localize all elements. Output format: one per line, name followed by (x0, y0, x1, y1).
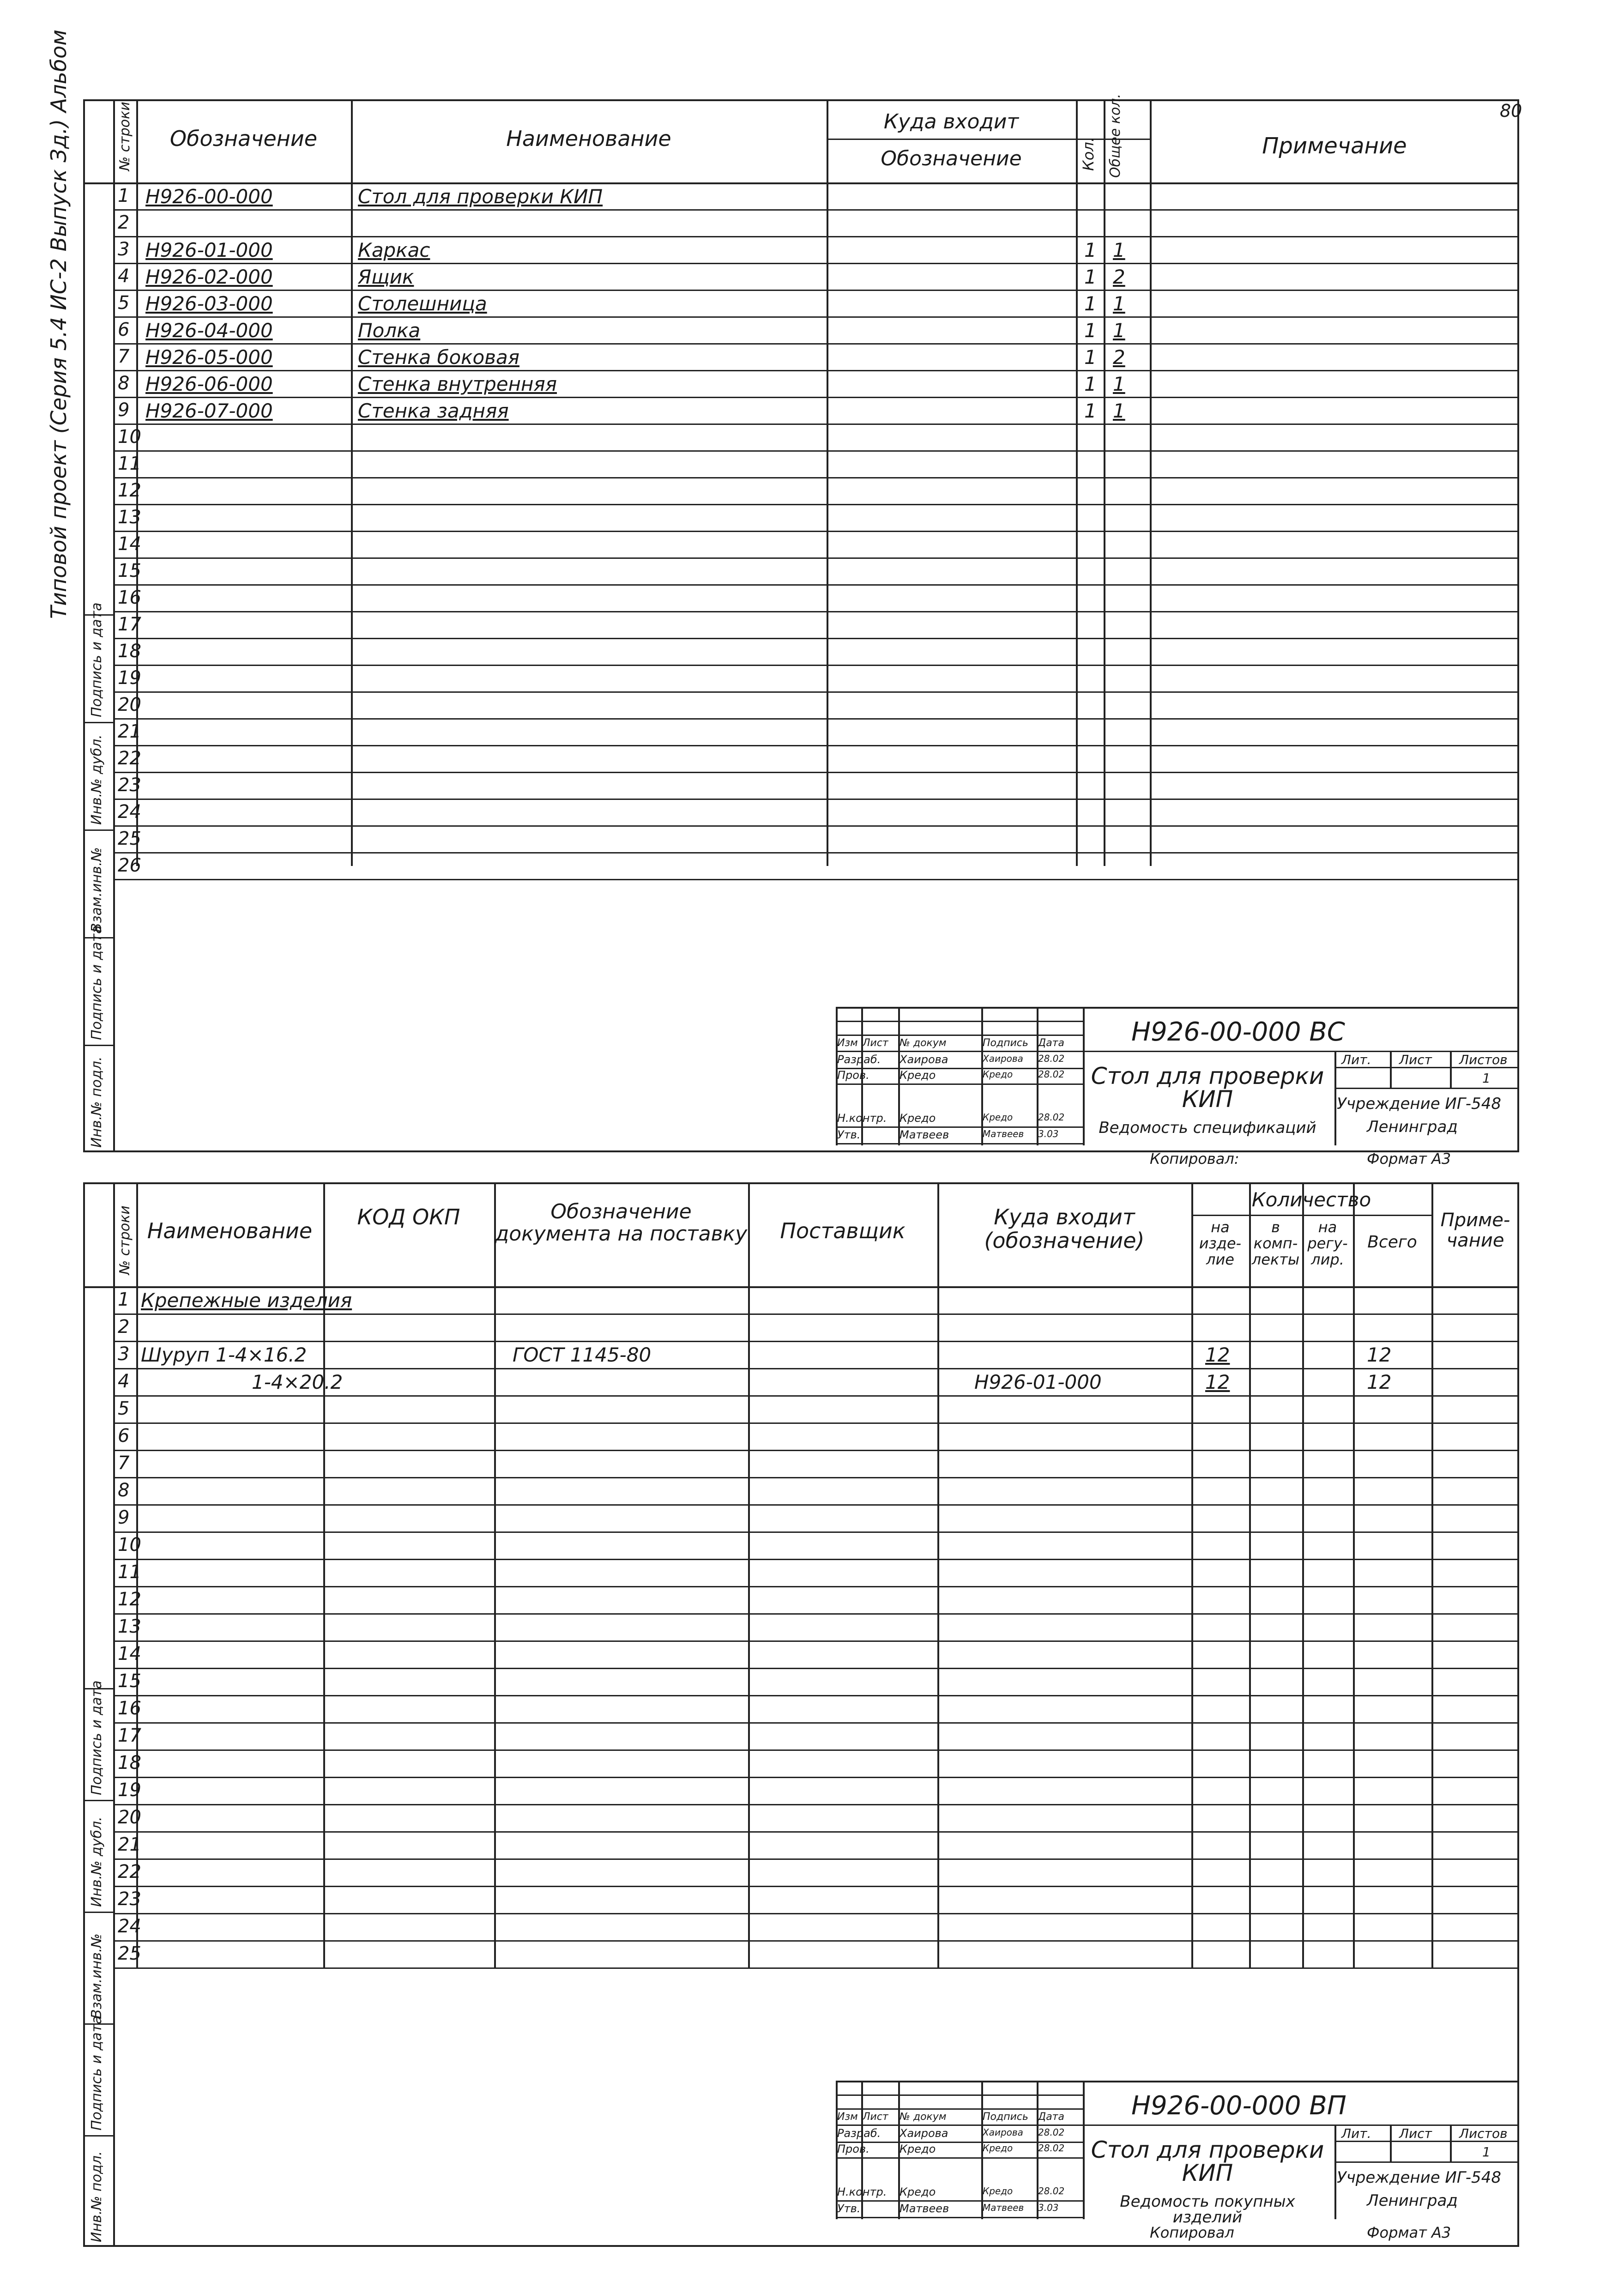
stamp-row-rule (836, 1021, 1083, 1022)
stamp-code-rule (1083, 1051, 1519, 1052)
row-name: Ящик (358, 266, 414, 288)
row-designation: Н926-02-000 (145, 266, 273, 288)
row-number: 4 (118, 1371, 130, 1392)
side-stamp-label: Подпись и дата (89, 602, 105, 717)
row-qty: 1 (1084, 399, 1097, 422)
table-row-rule (113, 1831, 1519, 1833)
stamp-row-rule (836, 2094, 1083, 2096)
stamp-person: Кредо (900, 2185, 936, 2198)
row-designation: Н926-05-000 (145, 346, 273, 369)
row-name: Стол для проверки КИП (358, 185, 603, 208)
stamp-date: 28.02 (1038, 1053, 1065, 1064)
header-where-designation: Обозначение (881, 147, 1022, 170)
stamp-info-rule (1334, 1088, 1519, 1089)
column-rule (1353, 1182, 1355, 1967)
header-name: Наименование (147, 1218, 313, 1243)
row-number: 16 (118, 1698, 141, 1719)
row-where-used: Н926-01-000 (974, 1371, 1102, 1393)
header-total-qty: Общее кол. (1107, 93, 1123, 178)
row-number: 23 (118, 1888, 141, 1910)
table-row-rule (113, 477, 1519, 478)
stamp-column-header: № докум (900, 1037, 947, 1049)
side-stamp-rule (83, 722, 115, 723)
row-total-qty: 1 (1113, 239, 1125, 261)
row-qty: 1 (1084, 239, 1097, 261)
table-row-rule (113, 370, 1519, 371)
table-row-rule (113, 1940, 1519, 1942)
table-row-rule (113, 1450, 1519, 1451)
row-number: 13 (118, 1616, 141, 1637)
row-number: 2 (118, 1316, 130, 1338)
row-qty: 1 (1084, 319, 1097, 342)
row-number: 14 (118, 533, 141, 555)
table-row-rule (113, 424, 1519, 425)
stamp-info-rule (1334, 2125, 1336, 2219)
table-row-rule (113, 1722, 1519, 1724)
page-number: 80 (1500, 101, 1522, 121)
table-row-rule (113, 1695, 1519, 1696)
stamp-row-rule (836, 1083, 1083, 1085)
stamp-code-rule (1083, 2125, 1519, 2126)
row-number: 8 (118, 373, 130, 394)
row-number: 14 (118, 1643, 141, 1665)
row-number: 19 (118, 667, 141, 689)
column-rule (1249, 1182, 1251, 1967)
stamp-row-rule (836, 2157, 1083, 2159)
stamp-date: 28.02 (1038, 2143, 1065, 2154)
table-row-rule (113, 1858, 1519, 1860)
row-qty: 1 (1084, 346, 1097, 369)
row-number: 10 (118, 426, 141, 448)
row-qty: 1 (1084, 292, 1097, 315)
row-number: 17 (118, 614, 141, 635)
row-number: 22 (118, 1861, 141, 1882)
side-stamp-label: Инв.№ дубл. (89, 734, 105, 825)
table-row-rule (113, 1531, 1519, 1533)
table-row-rule (113, 1668, 1519, 1669)
row-total: 12 (1367, 1344, 1392, 1366)
table-row-rule (113, 772, 1519, 773)
table-row-rule (113, 236, 1519, 237)
side-stamp-label: Взам.инв.№ (89, 1933, 105, 2019)
stamp-column-header: Изм (837, 2111, 858, 2123)
table-row-rule (113, 745, 1519, 746)
side-stamp-label: Инв.№ подл. (89, 2151, 105, 2242)
header-per-adjustment: на регу-лир. (1307, 1218, 1348, 1269)
stamp-top-rule (836, 2081, 1519, 2082)
row-number: 3 (118, 1344, 130, 1365)
row-number: 13 (118, 507, 141, 528)
stamp-signature: Матвеев (983, 1128, 1024, 1139)
table-row-rule (113, 1313, 1519, 1315)
row-total: 12 (1367, 1371, 1392, 1393)
stamp-lit-header: Лит. (1341, 2126, 1371, 2141)
row-designation: Н926-04-000 (145, 319, 273, 342)
stamp-sheets-header: Листов (1459, 1052, 1508, 1067)
row-number: 1 (118, 1289, 130, 1310)
table-row-rule (113, 665, 1519, 666)
side-stamp-rule (83, 829, 115, 831)
city: Ленинград (1367, 2191, 1458, 2210)
table-row-rule (113, 263, 1519, 264)
stamp-sheet-header: Лист (1399, 2126, 1432, 2141)
row-number: 2 (118, 212, 130, 233)
table-row-rule (113, 1477, 1519, 1478)
stamp-sheets-header: Листов (1459, 2126, 1508, 2141)
row-name: Столешница (358, 292, 487, 315)
table-row-rule (113, 825, 1519, 827)
document-code: Н926-00-000 ВС (1131, 1017, 1345, 1047)
row-number: 18 (118, 641, 141, 662)
row-number: 17 (118, 1725, 141, 1746)
stamp-column-header: Дата (1038, 1037, 1064, 1049)
document-type: Ведомость спецификаций (1099, 1119, 1316, 1137)
row-total-qty: 1 (1113, 319, 1125, 342)
table-row-rule (113, 290, 1519, 291)
table-row-rule (113, 1886, 1519, 1887)
column-rule (937, 1182, 939, 1967)
organization: Учреждение ИГ-548 (1337, 1095, 1501, 1113)
stamp-info-rule (1334, 2161, 1519, 2163)
stamp-info-rule (1390, 2125, 1392, 2161)
side-title: Типовой проект (Серия 5.4 ИС-2 Выпуск Зд.) Альбом (46, 29, 71, 619)
row-name: Стенка боковая (358, 346, 519, 369)
stamp-top-rule (836, 1007, 1519, 1009)
table-row-rule (113, 316, 1519, 318)
header-bottom-rule (83, 1286, 1519, 1288)
stamp-date: 3.03 (1038, 2202, 1059, 2213)
row-name: Стенка внутренняя (358, 373, 557, 395)
stamp-column-header: № докум (900, 2111, 947, 2123)
table-row-rule (113, 1640, 1519, 1642)
stamp-person: Кредо (900, 1112, 936, 1125)
column-rule (1104, 99, 1105, 866)
row-qty: 1 (1084, 373, 1097, 395)
column-rule (1302, 1182, 1304, 1967)
stamp-date: 28.02 (1038, 1112, 1065, 1123)
table-row-rule (113, 1967, 1519, 1969)
row-number: 25 (118, 1943, 141, 1964)
stamp-signature: Кредо (983, 2143, 1013, 2154)
stamp-lit-header: Лит. (1341, 1052, 1371, 1067)
table-row-rule (113, 1613, 1519, 1615)
row-number: 3 (118, 239, 130, 260)
table-row-rule (113, 1913, 1519, 1914)
city: Ленинград (1367, 1118, 1458, 1136)
stamp-info-rule (1390, 1051, 1392, 1088)
header-name: Наименование (506, 126, 671, 151)
row-number: 9 (118, 399, 130, 421)
row-name: Полка (358, 319, 421, 342)
organization: Учреждение ИГ-548 (1337, 2168, 1501, 2187)
table-row-rule (113, 1368, 1519, 1369)
table-row-rule (113, 1341, 1519, 1342)
row-number: 8 (118, 1480, 130, 1501)
row-number: 12 (118, 1589, 141, 1610)
side-stamp-label: Подпись и дата (89, 925, 105, 1040)
stamp-signature: Хаирова (983, 1053, 1023, 1064)
table-row-rule (113, 799, 1519, 800)
row-number: 11 (118, 1562, 141, 1583)
table-row-rule (113, 1504, 1519, 1506)
stamp-role: Разраб. (837, 1053, 881, 1066)
stamp-row-rule (836, 1126, 1083, 1128)
column-rule (1191, 1182, 1193, 1967)
table-row-rule (113, 638, 1519, 639)
stamp-row-rule (836, 1143, 1083, 1144)
copied-by-label: Копировал (1150, 2224, 1234, 2241)
document-title: Стол для проверки КИП (1091, 2137, 1324, 2186)
side-stamp-rule (83, 1045, 115, 1046)
table-row-rule (113, 531, 1519, 532)
document-type: Ведомость покупных изделий (1120, 2192, 1295, 2227)
row-number: 20 (118, 1807, 141, 1828)
stamp-role: Пров. (837, 1069, 869, 1082)
stamp-date: 28.02 (1038, 1069, 1065, 1080)
table-row-rule (113, 611, 1519, 612)
stamp-divider (1083, 2081, 1085, 2219)
column-rule (113, 1182, 115, 1967)
stamp-person: Матвеев (900, 2202, 949, 2215)
table-row-rule (113, 450, 1519, 452)
row-number: 22 (118, 748, 141, 769)
row-number: 7 (118, 346, 130, 367)
document-title: Стол для проверки КИП (1091, 1063, 1324, 1113)
header-supply-document: Обозначение документа на поставку (495, 1200, 748, 1246)
stamp-column-header: Лист (863, 1037, 888, 1049)
row-name: Стенка задняя (358, 399, 509, 422)
stamp-role: Н.контр. (837, 1112, 887, 1125)
stamp-info-rule (1334, 1051, 1336, 1145)
stamp-signature: Кредо (983, 1112, 1013, 1123)
column-rule (1431, 1182, 1433, 1967)
stamp-info-rule (1450, 1051, 1452, 1088)
row-number: 23 (118, 775, 141, 796)
stamp-sheets-value: 1 (1482, 2144, 1491, 2160)
header-designation: Обозначение (169, 126, 318, 151)
document-code: Н926-00-000 ВП (1131, 2091, 1346, 2121)
stamp-date: 28.02 (1038, 2185, 1065, 2197)
copied-by-label: Копировал: (1150, 1150, 1239, 1168)
stamp-role: Разраб. (837, 2127, 881, 2140)
stamp-row-rule (836, 2217, 1083, 2218)
row-number: 19 (118, 1780, 141, 1801)
row-per-item: 12 (1205, 1344, 1230, 1366)
row-designation: Н926-03-000 (145, 292, 273, 315)
header-qty: Кол. (1080, 137, 1097, 171)
table-row-rule (113, 718, 1519, 720)
row-number: 12 (118, 480, 141, 501)
row-number: 9 (118, 1507, 130, 1528)
header-supplier: Поставщик (780, 1218, 906, 1243)
table-row-rule (113, 1559, 1519, 1560)
table-row-rule (113, 504, 1519, 505)
header-row-number: № строки (117, 102, 133, 171)
row-supply-document: ГОСТ 1145-80 (513, 1344, 652, 1366)
table-row-rule (113, 1586, 1519, 1587)
header-where-used: Куда входит (883, 110, 1019, 133)
stamp-role: Пров. (837, 2143, 869, 2155)
specification-sheet (83, 99, 1519, 1152)
side-stamp-label: Инв.№ дубл. (89, 1816, 105, 1907)
table-row-rule (113, 209, 1519, 211)
row-name: Крепежные изделия (141, 1289, 352, 1312)
table-row-rule (113, 1422, 1519, 1424)
table-row-rule (113, 1804, 1519, 1805)
row-number: 18 (118, 1752, 141, 1773)
header-total: Всего (1367, 1233, 1417, 1252)
side-stamp-label: Инв.№ подл. (89, 1056, 105, 1148)
stamp-sheet-header: Лист (1399, 1052, 1432, 1067)
row-total-qty: 1 (1113, 373, 1125, 395)
side-stamp-label: Подпись и дата (89, 1680, 105, 1795)
stamp-column-header: Подпись (983, 2111, 1028, 2123)
row-number: 6 (118, 319, 130, 340)
table-row-rule (113, 1777, 1519, 1778)
table-row-rule (113, 343, 1519, 345)
header-per-item: на изде-лие (1199, 1218, 1242, 1269)
row-total-qty: 1 (1113, 399, 1125, 422)
stamp-row-rule (836, 2108, 1083, 2110)
row-number: 1 (118, 185, 130, 206)
row-total-qty: 2 (1113, 266, 1125, 288)
row-number: 26 (118, 855, 141, 876)
header-okp-code: КОД ОКП (357, 1205, 460, 1229)
stamp-column-header: Дата (1038, 2111, 1064, 2123)
stamp-row-rule (836, 1051, 1083, 1052)
row-name: Шуруп 1-4×16.2 (141, 1344, 307, 1366)
header-bottom-rule (83, 182, 1519, 184)
row-number: 5 (118, 1398, 130, 1419)
row-number: 24 (118, 1916, 141, 1937)
side-stamp-rule (83, 2135, 115, 2137)
stamp-signature: Матвеев (983, 2202, 1024, 2213)
row-number: 15 (118, 560, 141, 581)
column-rule (494, 1182, 496, 1967)
table-row-rule (113, 584, 1519, 586)
stamp-column-header: Подпись (983, 1037, 1028, 1049)
header-where-used: Куда входит (обозначение) (984, 1205, 1145, 1253)
row-designation: Н926-06-000 (145, 373, 273, 395)
stamp-row-rule (836, 2125, 1083, 2126)
paper-format: Формат А3 (1367, 1150, 1451, 1168)
table-row-rule (113, 1395, 1519, 1397)
row-number: 20 (118, 694, 141, 715)
row-number: 24 (118, 801, 141, 823)
row-total-qty: 1 (1113, 292, 1125, 315)
stamp-signature: Кредо (983, 2185, 1013, 2197)
stamp-person: Матвеев (900, 1128, 949, 1141)
column-rule (351, 99, 353, 866)
column-rule (1150, 99, 1152, 866)
row-number: 25 (118, 828, 141, 849)
column-rule (113, 99, 115, 866)
table-row-rule (113, 557, 1519, 559)
column-rule (827, 99, 828, 866)
paper-format: Формат А3 (1367, 2224, 1451, 2241)
table-row-rule (113, 1749, 1519, 1751)
stamp-column-header: Лист (863, 2111, 888, 2123)
stamp-role: Н.контр. (837, 2185, 887, 2198)
row-number: 6 (118, 1425, 130, 1447)
column-rule (1076, 99, 1078, 866)
row-number: 21 (118, 721, 141, 742)
stamp-role: Утв. (837, 1128, 861, 1141)
header-note: Примечание (1262, 133, 1407, 159)
stamp-person: Кредо (900, 2143, 936, 2155)
table-row-rule (113, 397, 1519, 398)
stamp-signature: Хаирова (983, 2127, 1023, 2138)
side-stamp-rule (83, 1912, 115, 1913)
table-row-rule (113, 691, 1519, 693)
stamp-row-rule (836, 2200, 1083, 2202)
row-number: 15 (118, 1671, 141, 1692)
side-stamp-rule (83, 1800, 115, 1801)
header-per-kit: в комп-лекты (1251, 1218, 1300, 1269)
row-name: Каркас (358, 239, 430, 261)
header-quantity: Количество (1251, 1188, 1371, 1211)
stamp-person: Хаирова (900, 2127, 948, 2140)
stamp-info-rule (1450, 2125, 1452, 2161)
row-total-qty: 2 (1113, 346, 1125, 369)
row-number: 7 (118, 1453, 130, 1474)
stamp-divider (1083, 1007, 1085, 1145)
header-row-number: № строки (117, 1205, 133, 1275)
row-qty: 1 (1084, 266, 1097, 288)
stamp-signature: Кредо (983, 1069, 1013, 1080)
header-note: Приме-чание (1440, 1210, 1510, 1251)
row-number: 11 (118, 453, 141, 474)
row-number: 4 (118, 266, 130, 287)
row-number: 16 (118, 587, 141, 608)
column-rule (748, 1182, 750, 1967)
row-per-item: 12 (1205, 1371, 1230, 1393)
row-number: 10 (118, 1534, 141, 1556)
row-number: 21 (118, 1834, 141, 1855)
stamp-row-rule (836, 1035, 1083, 1036)
quantity-rule (1191, 1215, 1431, 1216)
row-designation: Н926-01-000 (145, 239, 273, 261)
stamp-person: Кредо (900, 1069, 936, 1082)
stamp-role: Утв. (837, 2202, 861, 2215)
side-stamp-label: Подпись и дата (89, 2016, 105, 2131)
row-designation: Н926-00-000 (145, 185, 273, 208)
table-row-rule (113, 852, 1519, 853)
stamp-sheets-value: 1 (1482, 1071, 1491, 1086)
stamp-column-header: Изм (837, 1037, 858, 1049)
stamp-person: Хаирова (900, 1053, 948, 1066)
side-margin-divider (83, 99, 85, 1152)
row-designation: Н926-07-000 (145, 399, 273, 422)
row-name: 1-4×20.2 (252, 1371, 343, 1393)
row-number: 5 (118, 292, 130, 314)
where-used-rule (827, 139, 1150, 140)
stamp-date: 28.02 (1038, 2127, 1065, 2138)
table-row-rule (113, 879, 1519, 880)
side-stamp-label: Взам.инв.№ (89, 847, 105, 932)
stamp-date: 3.03 (1038, 1128, 1059, 1139)
